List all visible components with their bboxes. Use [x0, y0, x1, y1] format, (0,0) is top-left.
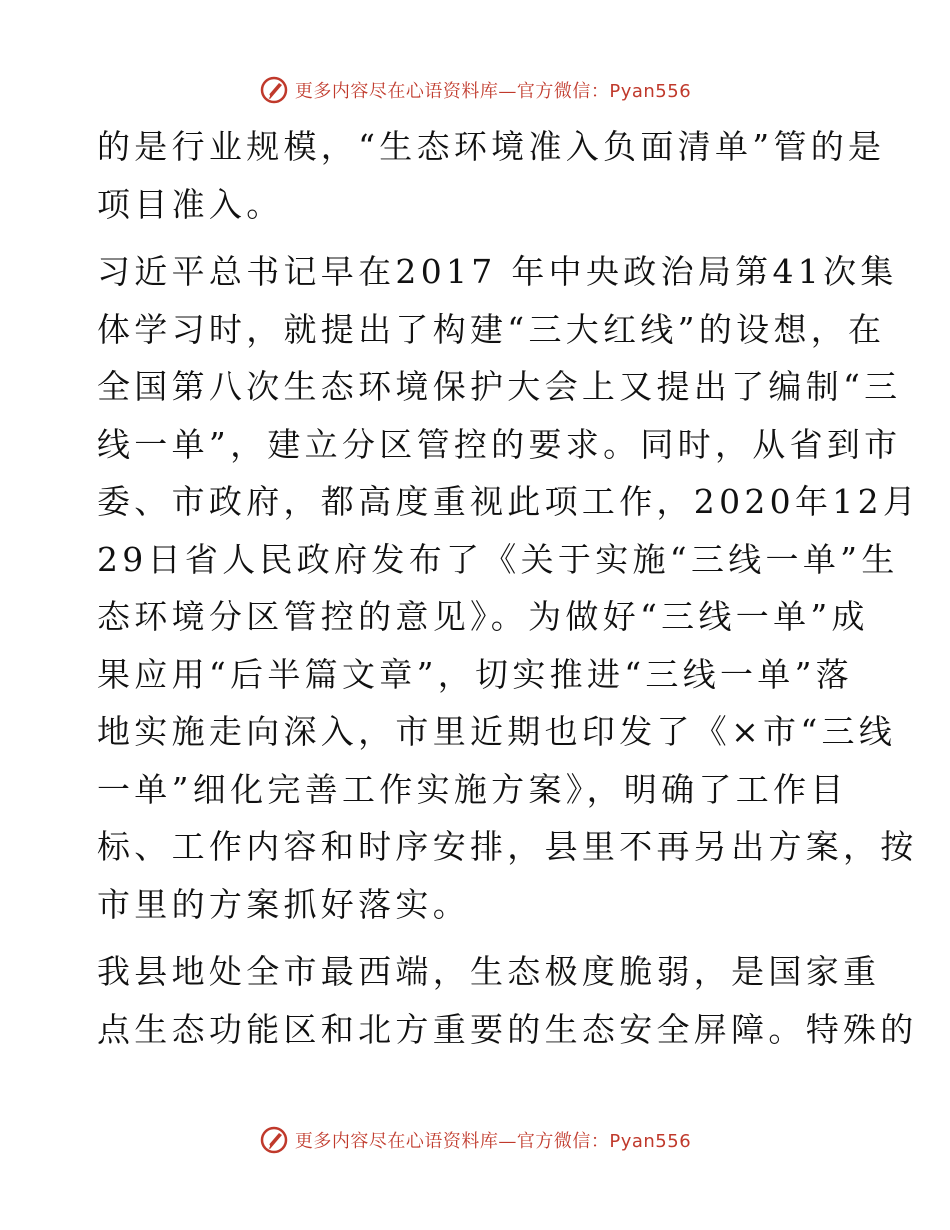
text-line: 标、工作内容和时序安排，县里不再另出方案，按 — [97, 827, 918, 866]
quill-logo-icon — [259, 75, 289, 105]
text-line: 态环境分区管控的意见》。为做好“三线一单”成 — [97, 597, 869, 636]
paragraph-3 — [97, 943, 918, 1058]
header-watermark-banner — [0, 70, 950, 110]
text-line: 果应用“后半篇文章”，切实推进“三线一单”落 — [97, 654, 854, 694]
banner-brand-text: 更多内容尽在心语资料库 — [294, 1131, 499, 1152]
text-line: 29日省人民政府发布了《关于实施“三线一单”生 — [97, 539, 899, 579]
footer-watermark-banner — [0, 1120, 950, 1160]
text-line: 点生态功能区和北方重要的生态安全屏障。特殊的 — [97, 1009, 918, 1049]
banner-separator: — — [498, 81, 517, 102]
text-line: 习近平总书记早在2017 年中央政治局第41次集 — [97, 252, 898, 291]
paragraph-1 — [97, 118, 886, 233]
quill-logo-icon — [259, 1125, 289, 1155]
document-body — [97, 118, 921, 1058]
text-line: 项目准入。 — [97, 184, 284, 224]
text-line: 线一单”，建立分区管控的要求。同时，从省到市 — [97, 424, 902, 464]
banner-wechat-text: 官方微信：Pyan556 — [516, 1131, 692, 1152]
text-line: 地实施走向深入，市里近期也印发了《×市“三线 — [97, 712, 897, 751]
banner-separator: — — [498, 1131, 517, 1152]
banner-brand-text: 更多内容尽在心语资料库 — [294, 81, 499, 102]
text-line: 的是行业规模，“生态环境准入负面清单”管的是 — [97, 127, 886, 166]
banner-wechat-text: 官方微信：Pyan556 — [516, 81, 692, 102]
text-line: 委、市政府，都高度重视此项工作，2020年12月 — [97, 482, 921, 521]
text-line: 体学习时，就提出了构建“三大红线”的设想，在 — [97, 309, 886, 349]
text-line: 一单”细化完善工作实施方案》，明确了工作目 — [97, 769, 848, 809]
text-line: 全国第八次生态环境保护大会上又提出了编制“三 — [97, 367, 902, 406]
text-line: 我县地处全市最西端，生态极度脆弱，是国家重 — [97, 952, 881, 991]
text-line: 市里的方案抓好落实。 — [97, 884, 470, 924]
paragraph-2 — [97, 243, 921, 933]
